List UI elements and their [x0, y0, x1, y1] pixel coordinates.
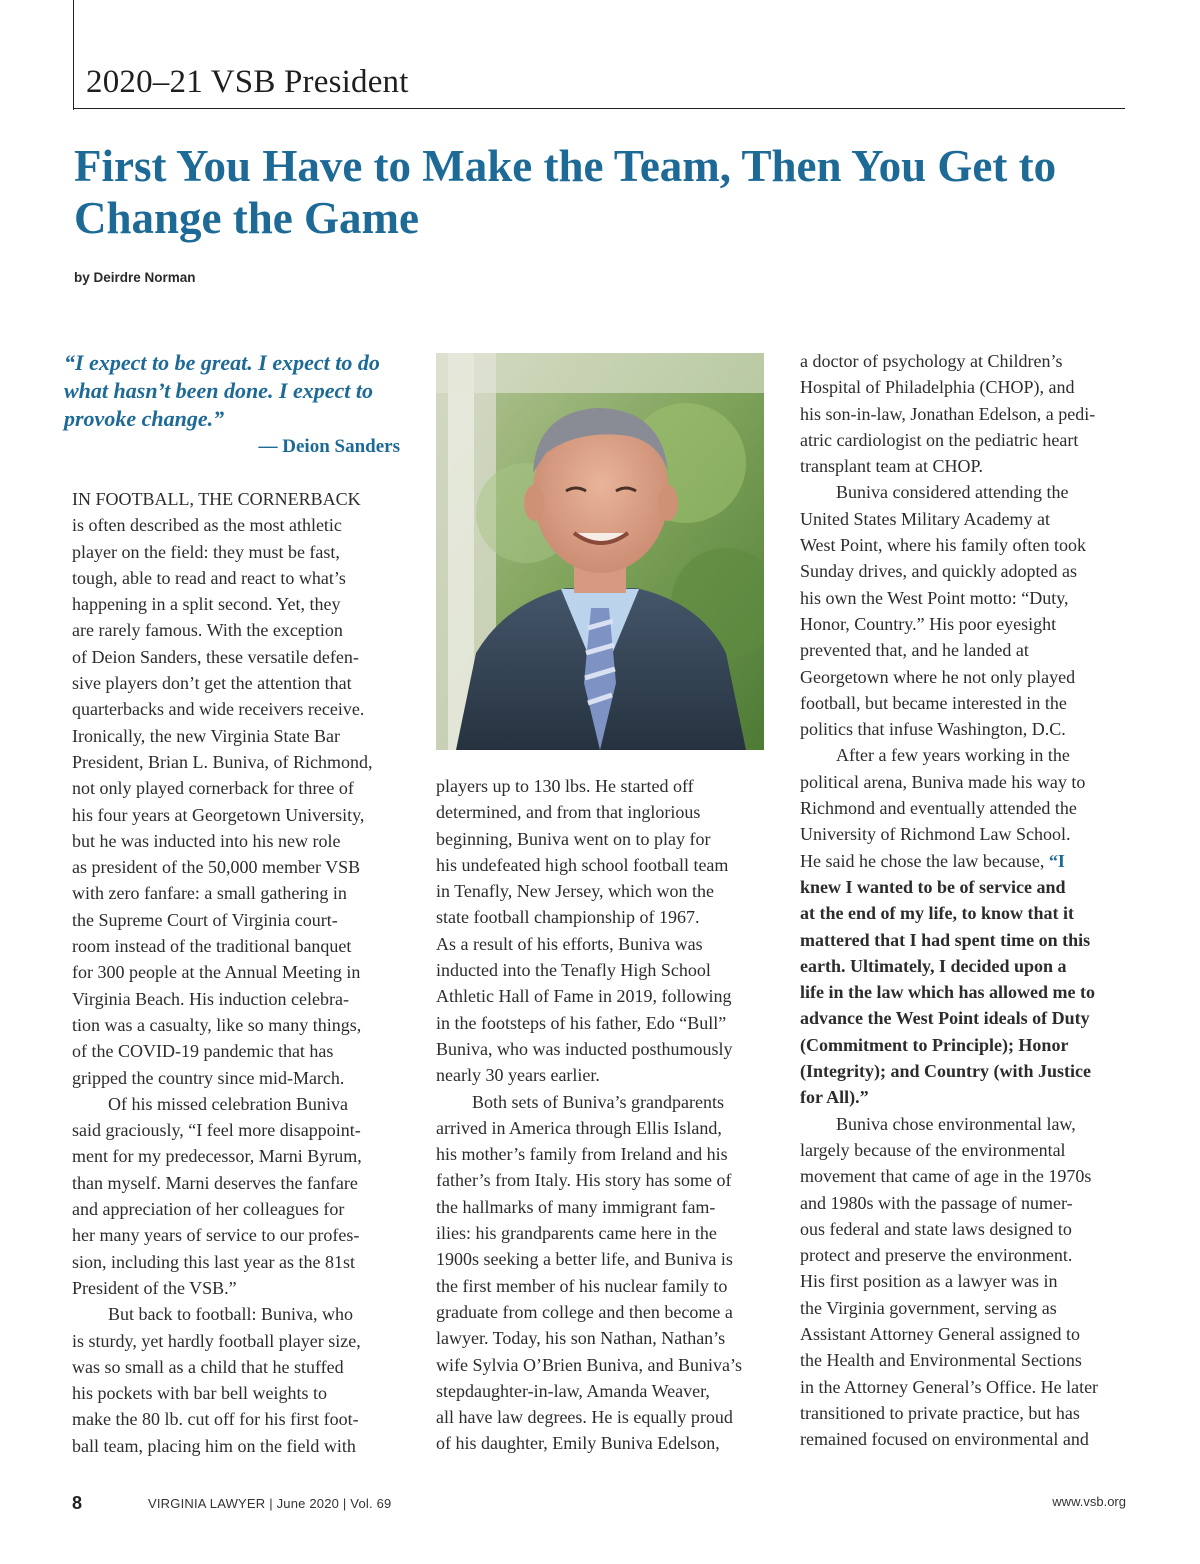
byline: by Deirdre Norman: [74, 270, 196, 285]
text-line: the Supreme Court of Virginia court-: [72, 909, 338, 930]
highlighted-quote-line: knew I wanted to be of service and: [800, 876, 1066, 897]
article-headline: First You Have to Make the Team, Then You Get to Change the Game: [74, 141, 1057, 243]
text-line: Buniva, who was inducted posthumously: [436, 1038, 733, 1059]
highlighted-quote-line: earth. Ultimately, I decided upon a: [800, 955, 1067, 976]
text-line: President of the VSB.”: [72, 1277, 237, 1298]
highlighted-quote-line: advance the West Point ideals of Duty: [800, 1008, 1090, 1029]
text-line: players up to 130 lbs. He started off: [436, 776, 694, 796]
text-line: his own the West Point motto: “Duty,: [800, 587, 1069, 608]
publication-info: VIRGINIA LAWYER | June 2020 | Vol. 69: [148, 1496, 392, 1511]
text-line: IN FOOTBALL, THE CORNERBACK: [72, 489, 361, 509]
highlighted-quote-line: life in the law which has allowed me to: [800, 982, 1095, 1003]
text-line: West Point, where his family often took: [800, 535, 1087, 556]
pull-quote: “I expect to be great. I expect to do what hasn’t been done. I expect to provoke change.”: [64, 350, 380, 431]
text-line: ment for my predecessor, Marni Byrum,: [72, 1146, 362, 1167]
text-line: quarterbacks and wide receivers receive.: [72, 699, 365, 720]
text-line: transplant team at CHOP.: [800, 456, 983, 477]
text-line: Athletic Hall of Fame in 2019, following: [436, 986, 732, 1007]
text-line: tion was a casualty, like so many things,: [72, 1014, 362, 1035]
text-line: largely because of the environmental: [800, 1139, 1066, 1160]
text-line: President, Brian L. Buniva, of Richmond,: [72, 751, 373, 772]
text-line: nearly 30 years earlier.: [436, 1065, 600, 1086]
text-line: of the COVID-19 pandemic that has: [72, 1041, 334, 1062]
text-line: United States Military Academy at: [800, 508, 1050, 529]
text-line: politics that infuse Washington, D.C.: [800, 719, 1066, 740]
text-line: Honor, Country.” His poor eyesight: [800, 613, 1057, 634]
highlighted-quote-line: at the end of my life, to know that it: [800, 903, 1074, 924]
header-horizontal-rule: [73, 108, 1125, 109]
highlighted-quote-line: (Commitment to Principle); Honor: [800, 1034, 1069, 1055]
text-line: Sunday drives, and quickly adopted as: [800, 561, 1077, 582]
text-line: the hallmarks of many immigrant fam-: [436, 1196, 716, 1217]
highlighted-quote-line: (Integrity); and Country (with Justice: [800, 1061, 1091, 1082]
text-line: University of Richmond Law School.: [800, 824, 1071, 845]
text-line: Buniva considered attending the: [836, 482, 1069, 503]
text-line: Assistant Attorney General assigned to: [800, 1323, 1080, 1344]
text-line: father’s from Italy. His story has some of: [436, 1170, 732, 1191]
text-line: Buniva chose environmental law,: [836, 1113, 1076, 1134]
text-line: state football championship of 1967.: [436, 907, 700, 928]
text-line: of his daughter, Emily Buniva Edelson,: [436, 1433, 720, 1454]
text-line: said graciously, “I feel more disappoint-: [72, 1120, 361, 1141]
text-line: determined, and from that inglorious: [436, 802, 701, 823]
text-line: the first member of his nuclear family to: [436, 1275, 728, 1296]
text-line: as president of the 50,000 member VSB: [72, 857, 361, 878]
text-line: tough, able to read and react to what’s: [72, 567, 346, 588]
text-line: in the footsteps of his father, Edo “Bull”: [436, 1012, 727, 1033]
text-line: his mother’s family from Ireland and his: [436, 1144, 728, 1165]
text-line: political arena, Buniva made his way to: [800, 771, 1086, 792]
text-line: with zero fanfare: a small gathering in: [72, 883, 347, 904]
text-line: not only played cornerback for three of: [72, 778, 354, 799]
text-line: lawyer. Today, his son Nathan, Nathan’s: [436, 1328, 726, 1349]
page-number: 8: [72, 1493, 83, 1513]
text-line: is sturdy, yet hardly football player size,: [72, 1330, 361, 1351]
text-line: is often described as the most athletic: [72, 515, 342, 536]
text-line: ous federal and state laws designed to: [800, 1218, 1072, 1239]
text-line: are rarely famous. With the exception: [72, 620, 343, 641]
text-line: his son-in-law, Jonathan Edelson, a pedi-: [800, 403, 1096, 424]
highlighted-quote-line: for All).”: [800, 1087, 869, 1108]
text-line: the Virginia government, serving as: [800, 1297, 1057, 1318]
text-line: atric cardiologist on the pediatric heart: [800, 429, 1079, 450]
text-line: the Health and Environmental Sections: [800, 1350, 1082, 1371]
header-vertical-rule: [73, 0, 74, 110]
text-line: prevented that, and he landed at: [800, 640, 1029, 661]
text-line: ball team, placing him on the field with: [72, 1435, 356, 1456]
text-line: but he was inducted into his new role: [72, 830, 341, 851]
text-line: sion, including this last year as the 81st: [72, 1251, 355, 1272]
text-line: happening in a split second. Yet, they: [72, 594, 341, 615]
text-line: 1900s seeking a better life, and Buniva is: [436, 1249, 733, 1270]
text-line: remained focused on environmental and: [800, 1429, 1089, 1450]
text-line: movement that came of age in the 1970s: [800, 1166, 1092, 1187]
text-line: player on the field: they must be fast,: [72, 541, 340, 562]
text-line: Richmond and eventually attended the: [800, 798, 1077, 819]
text-line: But back to football: Buniva, who: [108, 1304, 353, 1325]
text-line: Both sets of Buniva’s grandparents: [472, 1091, 724, 1112]
text-line: graduate from college and then become a: [436, 1301, 733, 1322]
text-line: inducted into the Tenafly High School: [436, 960, 711, 981]
text-fragment: He said he chose the law because,: [800, 850, 1045, 871]
pull-quote-attribution: — Deion Sanders: [258, 436, 400, 457]
article-column-2: [436, 773, 766, 1457]
text-line: gripped the country since mid-March.: [72, 1067, 345, 1088]
text-line: His first position as a lawyer was in: [800, 1271, 1058, 1292]
text-line: of Deion Sanders, these versatile defen-: [72, 646, 359, 667]
text-line: beginning, Buniva went on to play for: [436, 828, 711, 849]
text-line: wife Sylvia O’Brien Buniva, and Buniva’s: [436, 1354, 742, 1375]
text-line: his four years at Georgetown University,: [72, 804, 365, 825]
text-line: in Tenafly, New Jersey, which won the: [436, 881, 714, 902]
text-line: Virginia Beach. His induction celebra-: [72, 988, 349, 1009]
text-line: ilies: his grandparents came here in the: [436, 1223, 717, 1244]
text-line: and 1980s with the passage of numer-: [800, 1192, 1073, 1213]
text-line: As a result of his efforts, Buniva was: [436, 933, 703, 954]
text-line: football, but became interested in the: [800, 692, 1067, 713]
text-line: and appreciation of her colleagues for: [72, 1199, 345, 1220]
article-column-1: [72, 486, 402, 1459]
text-line: sive players don’t get the attention that: [72, 673, 352, 694]
highlighted-quote-fragment: “I: [1048, 850, 1065, 871]
text-line: After a few years working in the: [836, 745, 1070, 766]
text-line: in the Attorney General’s Office. He later: [800, 1376, 1099, 1397]
article-column-3: [800, 348, 1130, 1452]
text-line: Hospital of Philadelphia (CHOP), and: [800, 377, 1075, 398]
text-line: [800, 848, 1130, 874]
text-line: transitioned to private practice, but has: [800, 1402, 1080, 1423]
text-line: stepdaughter-in-law, Amanda Weaver,: [436, 1380, 710, 1401]
highlighted-quote-line: mattered that I had spent time on this: [800, 929, 1091, 950]
text-line: was so small as a child that he stuffed: [72, 1356, 344, 1377]
text-line: a doctor of psychology at Children’s: [800, 351, 1063, 371]
text-line: all have law degrees. He is equally proud: [436, 1407, 733, 1428]
text-line: his undefeated high school football team: [436, 854, 729, 875]
text-line: his pockets with bar bell weights to: [72, 1383, 327, 1404]
text-line: arrived in America through Ellis Island,: [436, 1117, 722, 1138]
text-line: her many years of service to our profes-: [72, 1225, 360, 1246]
text-line: Of his missed celebration Buniva: [108, 1093, 348, 1114]
website-link[interactable]: www.vsb.org: [1052, 1494, 1126, 1509]
text-line: than myself. Marni deserves the fanfare: [72, 1172, 358, 1193]
text-line: make the 80 lb. cut off for his first foot-: [72, 1409, 359, 1430]
text-line: protect and preserve the environment.: [800, 1245, 1073, 1266]
section-label: 2020–21 VSB President: [86, 64, 409, 100]
text-line: room instead of the traditional banquet: [72, 936, 352, 957]
portrait-photo-icon: [436, 353, 764, 750]
text-line: Georgetown where he not only played: [800, 666, 1076, 687]
text-line: Ironically, the new Virginia State Bar: [72, 725, 341, 746]
text-line: for 300 people at the Annual Meeting in: [72, 962, 361, 983]
